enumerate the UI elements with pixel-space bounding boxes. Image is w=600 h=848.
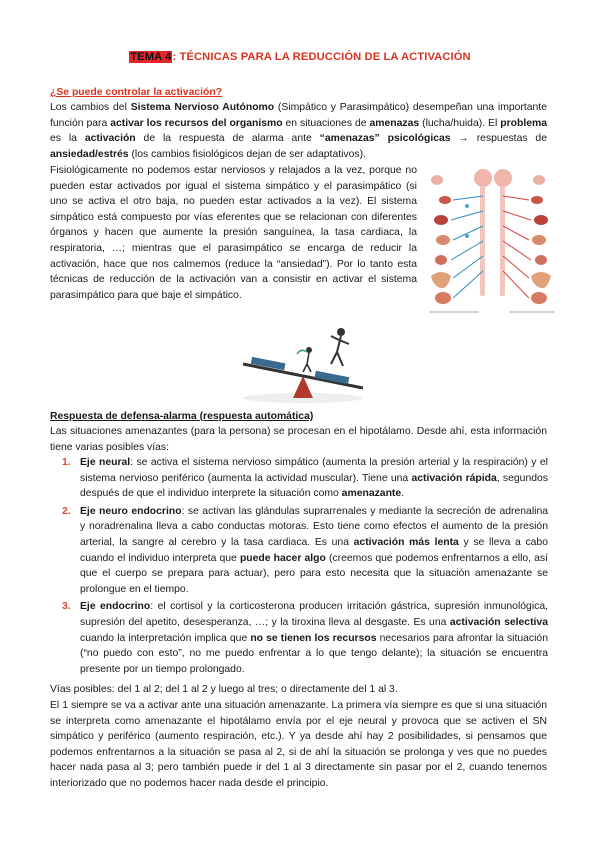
list-item-text xyxy=(80,599,548,677)
sympathetic-parasympathetic-seesaw-illustration xyxy=(237,324,369,404)
text-run: (Simpático y Parasimpático) desempeñan una importante función para xyxy=(50,102,547,129)
bold-text: Sistema Nervioso Autónomo xyxy=(130,102,275,113)
list-item-text xyxy=(80,455,548,502)
text-run: Los cambios del xyxy=(50,102,131,113)
bold-text: Eje neuro endocrino xyxy=(80,505,182,517)
text-run: en situaciones de xyxy=(282,117,370,129)
text-run: (los cambios fisiológicos dejan de ser adaptativos). xyxy=(128,148,366,160)
page-title xyxy=(0,50,600,66)
bold-text: ansiedad/estrés xyxy=(50,148,129,160)
activation-axes-list xyxy=(50,455,548,677)
text-run: : el cortisol y la corticosterona producen irritación gástrica, supresión inmunológica, supresión del apetito, desesperanza, …; y la tiroxina lleva al desgaste. Es una xyxy=(80,601,548,628)
text-run: necesarios para afrontar la situación (“no puedo con esto”, no me puedo enfrentar a lo que tengo delante); la situación se encuentra presente por un tiempo prolongado. xyxy=(80,632,548,675)
bold-text: activar los recursos del organismo xyxy=(110,117,283,129)
bold-text: amenazas xyxy=(369,117,420,129)
title-text: : TÉCNICAS PARA LA REDUCCIÓN DE LA ACTIVACIÓN xyxy=(172,51,471,63)
bold-text: puede hacer algo xyxy=(239,552,326,564)
bold-text: activación xyxy=(84,133,136,145)
text-run: cuando la interpretación implica que xyxy=(80,632,251,644)
text-run: , segundos después de que el individuo interprete la situación como xyxy=(80,472,548,500)
text-run: es la xyxy=(50,133,85,145)
topic-number-highlight: TEMA 4 xyxy=(130,51,172,63)
defense-intro-paragraph: Las situaciones amenazantes (para la persona) se procesan en el hipotálamo. Desde ahí, esta información tiene varias posibles vías: xyxy=(50,426,547,453)
list-number: 1. xyxy=(62,457,71,468)
list-item-text xyxy=(80,504,548,598)
physiology-paragraph: Fisiológicamente no podemos estar nerviosos y relajados a la vez, porque no pueden estar activados por igual el sistema simpático y el parasimpático (si uno se activa el otro baja, no pueden estar activados a la vez). El sistema simpático está compuesto por vías eferentes que se relacionan con diferentes órganos y hacen que aumente la presión sanguínea, la tasa cardiaca, la respiratoria, …; mientras que el parasimpático se encarga de reducir la activación, hace que nos calmemos (reduce la “ansiedad”). Por lo tanto esta técnicas de reducción de la activación van a consistir en activar el sistema parasimpático para que baje el simpático. xyxy=(50,165,417,301)
intro-paragraph xyxy=(50,100,547,162)
list-item xyxy=(50,599,548,677)
summary-paragraph: El 1 siempre se va a activar ante una situación amenazante. La primera vía siempre es que si una situación se interpreta como amenazante el hipotálamo envía por el eje neural y provoca que se activen el SN simpático y periférico (aumento respiración, etc.). Y ya desde ahí hay 2 posibilidades, si pensamos que podemos enfrentarnos a la situación se pasa al 2, si de ahí la situación se prolonga y ves que no puedes hacer nada pasa al 3; pero también puede ir del 1 al 3 directamente sin pasar por el 2, cuando tenemos interiorizado que no podemos hacer nada desde el principio. xyxy=(50,700,547,789)
text-run: de la respuesta de alarma ante xyxy=(135,133,320,145)
text-run: : se activan las glándulas suprarrenales y mediante la secreción de adrenalina y noradrenalina lleva a cabo conductas motoras. Esto tiene como efectos el aumento de la presión arterial, la sangre al cerebro y la tasa cardiaca. Es una xyxy=(80,505,548,548)
bold-text: “amenazas” psicológicas → xyxy=(319,133,469,145)
text-run: respuestas de xyxy=(468,133,547,145)
text-run: (creemos que podemos enfrentarnos a ello, así que el cuerpo se prepara para actuar), pero para esto necesita que la situación amenazante se prolongue en el tiempo. xyxy=(80,552,549,595)
bold-text: problema xyxy=(500,117,548,129)
list-item xyxy=(50,455,548,502)
text-run: : se activa el sistema nervioso simpático (aumenta la presión arterial y la respiración) y el sistema nervioso periférico (aumenta la actividad muscular). Tiene una xyxy=(80,457,548,484)
text-run: . xyxy=(401,488,405,500)
list-number: 2. xyxy=(62,505,71,517)
bold-text: activación selectiva xyxy=(449,616,548,628)
possible-paths-line: Vías posibles: del 1 al 2; del 1 al 2 y luego al tres; o directamente del 1 al 3. xyxy=(50,684,398,695)
section-heading-control: ¿Se puede controlar la activación? xyxy=(50,87,223,98)
bold-text: amenazante xyxy=(341,488,402,500)
text-run: (lucha/huida). El xyxy=(419,117,501,129)
list-item xyxy=(50,504,548,598)
bold-text: Eje neural xyxy=(80,457,131,468)
bold-text: activación más lenta xyxy=(353,536,459,548)
bold-text: activación rápida xyxy=(411,472,497,484)
autonomic-nervous-system-illustration xyxy=(423,166,559,316)
list-number: 3. xyxy=(62,601,71,613)
text-run: y se lleva a cabo cuando el individuo interpreta que xyxy=(80,536,548,564)
bold-text: no se tienen los recursos xyxy=(250,632,377,644)
section-heading-defense-alarm: Respuesta de defensa-alarma (respuesta automática) xyxy=(50,411,314,422)
bold-text: Eje endocrino xyxy=(80,601,151,613)
